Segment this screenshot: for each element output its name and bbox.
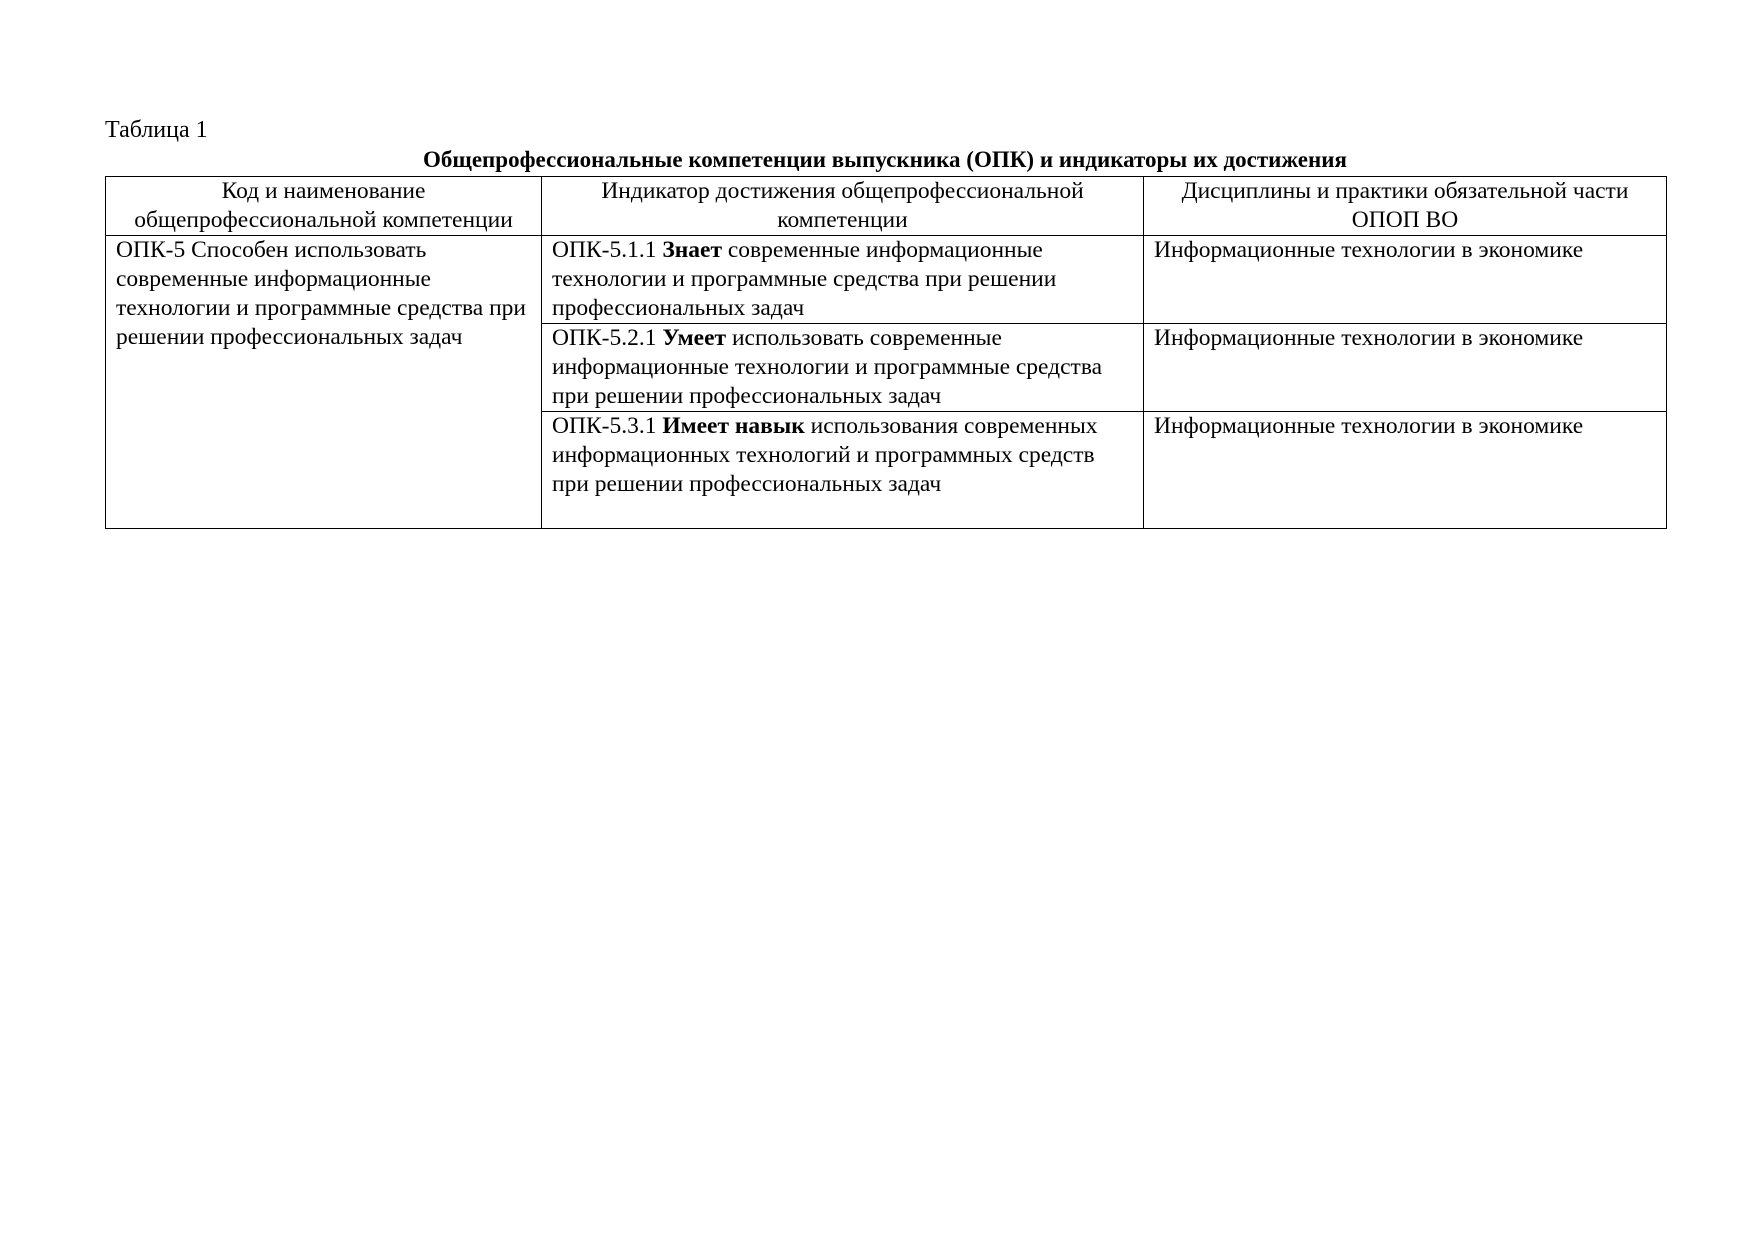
competence-table — [105, 176, 1667, 529]
indicator-code: ОПК-5.3.1 — [552, 413, 657, 439]
indicator-cell — [542, 324, 1144, 412]
indicator-verb: Знает — [662, 237, 722, 263]
indicator-verb: Имеет навык — [662, 413, 805, 439]
table-row — [106, 236, 1667, 324]
discipline-cell: Информационные технологии в экономике — [1144, 324, 1667, 412]
header-disciplines: Дисциплины и практики обязательной части ОПОП ВО — [1144, 177, 1667, 236]
indicator-cell — [542, 236, 1144, 324]
indicator-verb: Умеет — [662, 325, 727, 351]
indicator-code: ОПК-5.2.1 — [552, 325, 657, 351]
indicator-text: использования современных информационных технологий и программных средств при решении профессиональных задач — [552, 413, 1098, 497]
table-header-row — [106, 177, 1667, 236]
competence-cell: ОПК-5 Способен использовать современные информационные технологии и программные средства при решении профессиональных задач — [106, 236, 542, 529]
discipline-cell: Информационные технологии в экономике — [1144, 412, 1667, 529]
table-title: Общепрофессиональные компетенции выпускника (ОПК) и индикаторы их достижения — [423, 147, 1347, 172]
header-indicator: Индикатор достижения общепрофессиональной компетенции — [542, 177, 1144, 236]
indicator-text: современные информационные технологии и программные средства при решении профессиональных задач — [552, 237, 1057, 321]
indicator-code: ОПК-5.1.1 — [552, 237, 657, 263]
indicator-cell — [542, 412, 1144, 529]
discipline-cell: Информационные технологии в экономике — [1144, 236, 1667, 324]
table-number: Таблица 1 — [105, 117, 208, 143]
indicator-text: использовать современные информационные технологии и программные средства при решении профессиональных задач — [552, 325, 1103, 409]
header-competence: Код и наименование общепрофессиональной компетенции — [106, 177, 542, 236]
